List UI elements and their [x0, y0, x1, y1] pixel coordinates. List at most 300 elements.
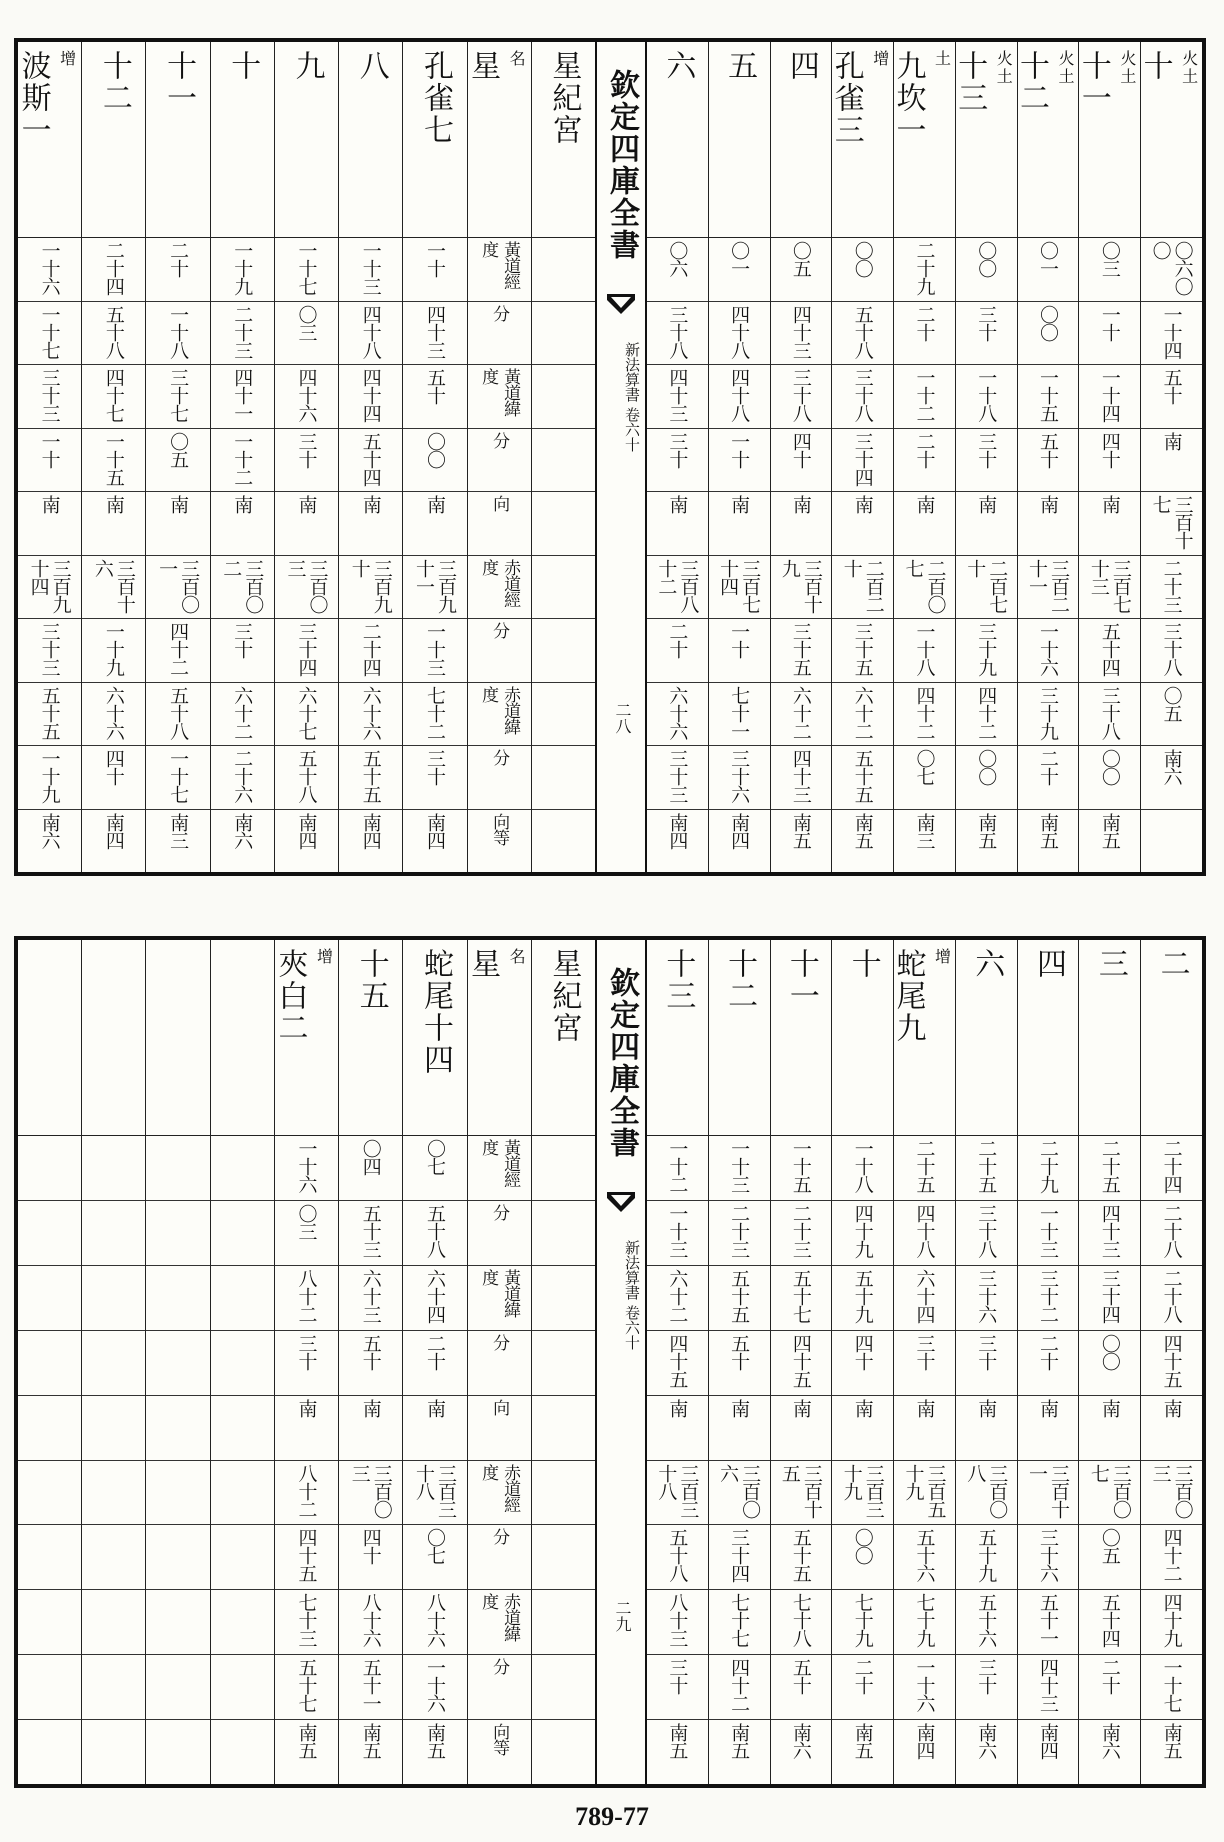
table-cell: [647, 1266, 708, 1331]
table-cell: [403, 556, 466, 620]
table-cell: [894, 1266, 955, 1331]
table-cell: [18, 365, 81, 429]
table-cell: [1141, 1396, 1202, 1461]
star-note: 名: [507, 948, 527, 966]
table-cell: [211, 1201, 274, 1266]
star-note: 增: [314, 948, 334, 966]
cell-value: 四十: [851, 1333, 874, 1370]
cell-value: 三百五十九: [902, 1463, 947, 1518]
row-label: [468, 810, 531, 873]
table-cell: [1079, 1136, 1140, 1201]
top-left-table: [15, 42, 595, 872]
cell-value: 南: [851, 495, 874, 513]
table-cell: [146, 1396, 209, 1461]
table-cell: [956, 619, 1017, 683]
table-cell: [956, 1266, 1017, 1331]
cell-value: 一十六: [913, 1658, 936, 1713]
cell-value: 南五: [975, 812, 998, 849]
table-cell: [339, 1461, 402, 1526]
cell-value: 三十六: [728, 749, 751, 803]
table-cell: [82, 1590, 145, 1655]
table-cell: [82, 1136, 145, 1201]
column-header: [146, 940, 209, 1136]
table-cell: [146, 746, 209, 810]
star-name: 六: [660, 50, 696, 82]
table-cell: [956, 1461, 1017, 1526]
star-name: 星紀宮: [546, 948, 582, 1044]
table-column: [338, 940, 402, 1784]
table-cell: [647, 1461, 708, 1526]
table-cell: [771, 746, 832, 810]
cell-value: 赤道緯度: [478, 685, 521, 734]
table-column: [647, 940, 708, 1784]
cell-value: 一十四: [1098, 368, 1121, 422]
table-cell: [956, 746, 1017, 810]
top-spine: [595, 42, 647, 872]
row-label: [468, 619, 531, 683]
cell-value: 一十: [1098, 304, 1121, 341]
cell-value: 五十: [728, 1333, 751, 1370]
table-cell: [532, 1201, 595, 1266]
cell-value: 向等: [489, 812, 510, 845]
table-cell: [894, 556, 955, 620]
table-cell: [211, 1461, 274, 1526]
cell-value: 七十八: [789, 1593, 812, 1648]
cell-value: 四十一: [231, 368, 254, 422]
cell-value: 二十九: [1037, 1139, 1060, 1193]
table-cell: [771, 1461, 832, 1526]
table-cell: [1141, 429, 1202, 493]
table-cell: [1079, 1720, 1140, 1784]
column-header: [211, 42, 274, 238]
table-cell: [146, 492, 209, 556]
cell-value: 七十九: [913, 1593, 936, 1648]
table-cell: [956, 1136, 1017, 1201]
cell-value: 南六: [975, 1723, 998, 1760]
cell-value: 二十: [1037, 749, 1060, 785]
table-cell: [18, 1331, 81, 1396]
table-column: [15, 42, 81, 872]
table-cell: [1079, 1266, 1140, 1331]
star-name: 四: [1031, 948, 1067, 980]
cell-value: 三百〇六: [717, 1463, 762, 1518]
table-cell: [709, 1331, 770, 1396]
table-column: [210, 940, 274, 1784]
table-cell: [647, 1525, 708, 1590]
cell-value: 〇七: [423, 1139, 446, 1175]
cell-value: 南四: [1037, 1723, 1060, 1760]
cell-value: 三十八: [851, 368, 874, 422]
cell-value: 黃道緯度: [478, 368, 521, 416]
table-cell: [956, 238, 1017, 302]
row-label: [468, 1525, 531, 1590]
star-name: 十二: [96, 50, 132, 114]
table-cell: [532, 1331, 595, 1396]
cell-value: 三十八: [789, 368, 812, 422]
column-header: [1018, 940, 1079, 1136]
column-header: [1079, 940, 1140, 1136]
cell-value: 一十五: [789, 1139, 812, 1193]
cell-value: 一十六: [38, 241, 61, 295]
row-label: [468, 1720, 531, 1784]
table-column: [831, 940, 893, 1784]
cell-value: 〇〇: [975, 241, 998, 277]
table-cell: [339, 365, 402, 429]
table-cell: [894, 1136, 955, 1201]
table-cell: [532, 429, 595, 493]
cell-value: 二十: [423, 1333, 446, 1370]
cell-value: 三十: [666, 1658, 689, 1695]
cell-value: 南: [1098, 1398, 1121, 1417]
table-column: [1075, 42, 1140, 872]
table-cell: [832, 302, 893, 366]
table-cell: [1018, 1461, 1079, 1526]
cell-value: 〇三: [1098, 241, 1121, 277]
table-cell: [1018, 1331, 1079, 1396]
table-cell: [532, 1266, 595, 1331]
table-cell: [771, 1655, 832, 1720]
table-column: [890, 940, 955, 1784]
table-cell: [1018, 1590, 1079, 1655]
column-header: [532, 42, 595, 238]
cell-value: 五十: [789, 1658, 812, 1695]
cell-value: 三十五: [851, 622, 874, 676]
cell-value: 五十: [1037, 431, 1060, 468]
cell-value: 一十五: [1037, 368, 1060, 422]
fishtail-mark-icon: [607, 1192, 635, 1212]
table-column: [18, 940, 81, 1784]
table-cell: [403, 746, 466, 810]
cell-value: 〇五: [1160, 685, 1183, 722]
table-cell: [709, 556, 770, 620]
table-cell: [82, 619, 145, 683]
cell-value: 向等: [489, 1723, 510, 1756]
table-cell: [403, 492, 466, 556]
cell-value: 三十: [975, 304, 998, 341]
cell-value: 南四: [102, 812, 125, 849]
table-cell: [771, 302, 832, 366]
cell-value: 〇五: [167, 431, 190, 468]
cell-value: 八十二: [295, 1268, 318, 1323]
table-cell: [532, 1461, 595, 1526]
cell-value: 二百七十: [964, 558, 1009, 613]
star-name: 波斯一: [15, 50, 51, 146]
table-cell: [709, 492, 770, 556]
star-name: 九坎一: [890, 50, 926, 146]
bottom-right-table: [647, 940, 1202, 1784]
table-cell: [146, 365, 209, 429]
row-label: [468, 1655, 531, 1720]
page-number: 二九: [613, 1600, 632, 1632]
table-cell: [211, 1396, 274, 1461]
cell-value: 三十: [975, 431, 998, 468]
cell-value: 二十: [913, 304, 936, 341]
cell-value: 八十六: [423, 1593, 446, 1648]
cell-value: 南六: [789, 1723, 812, 1760]
table-cell: [832, 1720, 893, 1784]
cell-value: 三百十一: [1026, 1463, 1071, 1518]
cell-value: 一十二: [666, 1139, 689, 1193]
table-cell: [146, 1590, 209, 1655]
cell-value: 三十七: [167, 368, 190, 422]
table-cell: [1141, 1720, 1202, 1784]
cell-value: 〇〇: [851, 241, 874, 277]
table-cell: [647, 492, 708, 556]
cell-value: 五十: [1160, 368, 1183, 404]
table-cell: [1141, 556, 1202, 620]
table-cell: [18, 1590, 81, 1655]
table-column: [955, 940, 1017, 1784]
table-cell: [832, 1525, 893, 1590]
table-cell: [1018, 429, 1079, 493]
cell-value: 南四: [913, 1723, 936, 1760]
table-cell: [1079, 302, 1140, 366]
star-name: 星紀宮: [546, 50, 582, 146]
cell-value: 二十四: [1160, 1139, 1183, 1193]
table-cell: [339, 1201, 402, 1266]
cell-value: 三百十六: [91, 558, 136, 613]
table-column: [1137, 42, 1202, 872]
star-name: 十一: [783, 948, 819, 1012]
cell-value: 〇〇: [851, 1528, 874, 1565]
cell-value: 四十二: [1160, 1528, 1183, 1583]
table-cell: [1141, 1590, 1202, 1655]
cell-value: 南五: [728, 1723, 751, 1760]
table-cell: [146, 1525, 209, 1590]
cell-value: 南: [851, 1398, 874, 1417]
cell-value: 二十: [1098, 1658, 1121, 1695]
table-cell: [1141, 238, 1202, 302]
cell-value: 南: [423, 495, 446, 513]
table-cell: [1079, 1525, 1140, 1590]
table-cell: [894, 1461, 955, 1526]
table-cell: [1079, 1461, 1140, 1526]
table-cell: [771, 1331, 832, 1396]
cell-value: 黃道經度: [478, 1139, 521, 1187]
column-header: [211, 940, 274, 1136]
table-cell: [339, 683, 402, 747]
cell-value: 五十五: [851, 749, 874, 803]
table-cell: [1079, 619, 1140, 683]
cell-value: 南: [975, 495, 998, 513]
table-cell: [211, 619, 274, 683]
table-cell: [275, 1266, 338, 1331]
row-label: [468, 1201, 531, 1266]
cell-value: 四十七: [102, 368, 125, 422]
cell-value: 南: [728, 495, 751, 513]
column-header: [890, 940, 955, 1136]
table-cell: [956, 302, 1017, 366]
table-cell: [82, 1720, 145, 1784]
cell-value: 〇〇: [1037, 304, 1060, 341]
cell-value: 三百九十四: [27, 558, 72, 613]
cell-value: 六十二: [231, 685, 254, 740]
row-label: [468, 1396, 531, 1461]
cell-value: 三百三十八: [655, 1463, 700, 1518]
cell-value: 黃道經度: [478, 241, 521, 289]
star-note: 土: [932, 50, 952, 68]
cell-value: 向: [489, 1398, 510, 1415]
table-cell: [832, 1590, 893, 1655]
cell-value: 南: [728, 1398, 751, 1417]
cell-value: 四十三: [1037, 1658, 1060, 1713]
cell-value: 三百十九: [778, 558, 823, 613]
table-cell: [532, 1590, 595, 1655]
table-cell: [647, 683, 708, 747]
cell-value: 四十三: [789, 304, 812, 359]
cell-value: 四十五: [666, 1333, 689, 1388]
table-cell: [771, 1525, 832, 1590]
cell-value: 南: [666, 1398, 689, 1417]
table-cell: [403, 302, 466, 366]
column-header: [272, 940, 338, 1136]
star-note: 火土: [1117, 50, 1137, 86]
cell-value: 南六: [38, 812, 61, 849]
cell-value: 一十三: [1037, 1203, 1060, 1258]
table-cell: [403, 810, 466, 873]
cell-value: 五十五: [38, 685, 61, 740]
cell-value: 三百七十四: [717, 558, 762, 613]
row-label: [468, 683, 531, 747]
table-cell: [894, 683, 955, 747]
cell-value: 分: [489, 749, 510, 765]
cell-value: 南: [1160, 431, 1183, 450]
table-cell: [771, 619, 832, 683]
table-cell: [532, 1525, 595, 1590]
table-cell: [956, 429, 1017, 493]
table-cell: [339, 1266, 402, 1331]
cell-value: 五十八: [295, 749, 318, 803]
cell-value: 五十: [359, 1333, 382, 1370]
table-cell: [18, 1201, 81, 1266]
book-subtitle: 新法算書 卷六十: [623, 342, 641, 452]
row-label: [468, 556, 531, 620]
table-cell: [956, 1525, 1017, 1590]
table-cell: [403, 1331, 466, 1396]
cell-value: 南五: [1160, 1723, 1183, 1760]
cell-value: 五十五: [789, 1528, 812, 1583]
cell-value: 南: [295, 495, 318, 513]
table-cell: [211, 746, 274, 810]
table-cell: [832, 238, 893, 302]
table-cell: [1141, 1266, 1202, 1331]
cell-value: 三十九: [975, 622, 998, 676]
table-column: [531, 940, 595, 1784]
page-number: 二八: [613, 702, 632, 734]
cell-value: 南: [913, 495, 936, 513]
table-cell: [1141, 746, 1202, 810]
table-cell: [18, 238, 81, 302]
cell-value: 三百七十三: [1087, 558, 1132, 613]
table-cell: [771, 1396, 832, 1461]
cell-value: 南: [231, 495, 254, 513]
table-column: [402, 42, 466, 872]
table-cell: [275, 1396, 338, 1461]
table-cell: [18, 683, 81, 747]
table-cell: [647, 1396, 708, 1461]
cell-value: 三十: [975, 1658, 998, 1695]
table-cell: [1018, 1266, 1079, 1331]
cell-value: 三百〇三: [284, 558, 329, 613]
table-cell: [211, 556, 274, 620]
row-label: [468, 746, 531, 810]
star-name: 蛇尾十四: [417, 948, 453, 1076]
cell-value: 七十二: [423, 685, 446, 740]
column-header: [275, 42, 338, 238]
cell-value: 一十: [423, 241, 446, 277]
cell-value: 四十: [789, 431, 812, 468]
table-cell: [1018, 302, 1079, 366]
cell-value: 五十: [423, 368, 446, 404]
table-cell: [1018, 746, 1079, 810]
column-header: [890, 42, 955, 238]
table-cell: [403, 1720, 466, 1784]
cell-value: 南: [913, 1398, 936, 1417]
table-cell: [894, 1720, 955, 1784]
cell-value: 二十四: [359, 622, 382, 676]
cell-value: 四十三: [1098, 1203, 1121, 1258]
row-label: [468, 1266, 531, 1331]
star-name: 孔雀七: [417, 50, 453, 146]
cell-value: 二十五: [1098, 1139, 1121, 1193]
table-cell: [1141, 1461, 1202, 1526]
cell-value: 六十二: [789, 685, 812, 740]
table-cell: [275, 1590, 338, 1655]
cell-value: 六十四: [423, 1268, 446, 1323]
star-name: 四: [783, 50, 819, 82]
cell-value: 三十五: [789, 622, 812, 676]
table-cell: [532, 492, 595, 556]
cell-value: 南四: [423, 812, 446, 849]
cell-value: 三百十五: [778, 1463, 823, 1518]
star-name: 十三: [952, 50, 988, 114]
star-name: 十: [845, 948, 881, 980]
table-cell: [832, 492, 893, 556]
table-cell: [82, 1201, 145, 1266]
table-cell: [403, 1655, 466, 1720]
table-cell: [339, 1136, 402, 1201]
cell-value: 三百〇三: [348, 1463, 393, 1518]
cell-value: 二十五: [913, 1139, 936, 1193]
table-cell: [146, 1655, 209, 1720]
table-cell: [532, 1396, 595, 1461]
cell-value: 三百九十: [348, 558, 393, 613]
table-cell: [647, 746, 708, 810]
cell-value: 三十三: [38, 622, 61, 676]
cell-value: 一十二: [913, 368, 936, 422]
table-cell: [771, 556, 832, 620]
table-cell: [771, 1266, 832, 1331]
table-cell: [1079, 683, 1140, 747]
table-cell: [894, 365, 955, 429]
cell-value: 南: [1160, 1398, 1183, 1417]
cell-value: 五十七: [789, 1268, 812, 1323]
cell-value: 二十: [913, 431, 936, 468]
column-header: [465, 42, 531, 238]
table-cell: [709, 1590, 770, 1655]
table-cell: [211, 1525, 274, 1590]
cell-value: 三十四: [728, 1528, 751, 1583]
cell-value: 五十八: [423, 1203, 446, 1258]
cell-value: 〇五: [1098, 1528, 1121, 1565]
table-cell: [82, 1331, 145, 1396]
cell-value: 南: [423, 1398, 446, 1417]
cell-value: 二十三: [231, 304, 254, 359]
table-cell: [1079, 1655, 1140, 1720]
table-cell: [956, 1720, 1017, 1784]
table-cell: [894, 1590, 955, 1655]
cell-value: 〇七: [423, 1528, 446, 1565]
